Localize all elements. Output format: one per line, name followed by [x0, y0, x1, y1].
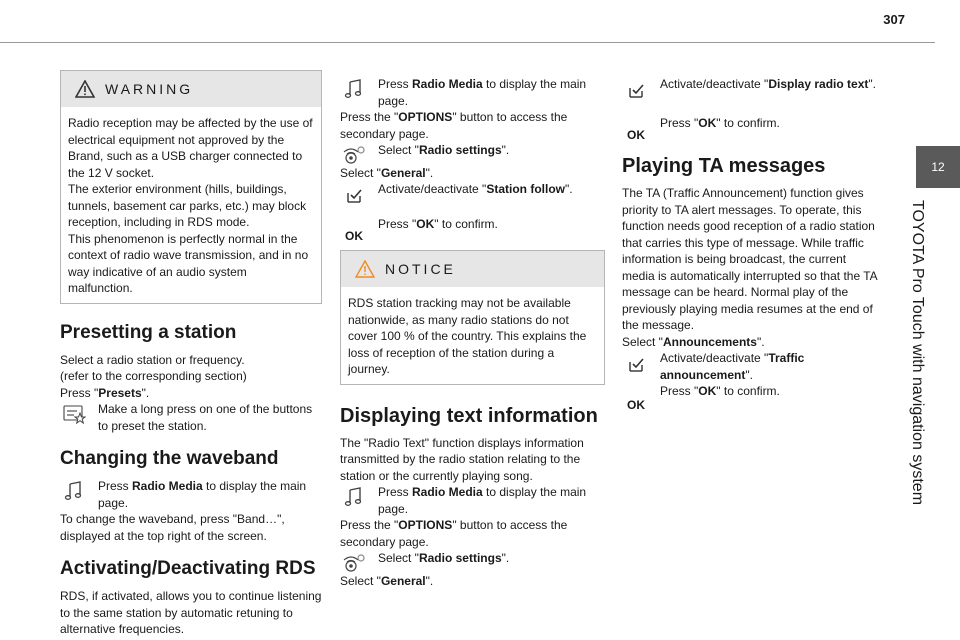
music-note-icon — [340, 486, 368, 508]
section-title-ta: Playing TA messages — [622, 155, 826, 177]
waveband-line: To change the waveband, press "Band…", displayed at the top right of the screen. — [60, 512, 285, 543]
presetting-line: Select a radio station or frequency. — [60, 352, 245, 367]
step: Activate/deactivate "Display radio text". — [622, 76, 880, 93]
step: Select "Radio settings". — [340, 550, 605, 567]
checkbox-icon — [622, 82, 650, 104]
waveband-step: Press Radio Media to display the main page. — [60, 478, 322, 511]
warning-label: WARNING — [105, 80, 194, 97]
rds-line: RDS, if activated, allows you to continue listening to the same station by automatic retuning to alternative frequencies. — [60, 589, 322, 636]
warning-paragraph: Radio reception may be affected by the use of electrical equipment not approved by the Brand, such as a USB charger connected to the 12 V socket. — [68, 116, 313, 180]
step: Press Radio Media to display the main page. — [340, 76, 605, 109]
warning-paragraph: This phenomenon is perfectly normal in the context of radio wave transmission, and in no way indicative of an audio system malfunction. — [68, 231, 309, 295]
notice-box — [340, 250, 605, 385]
step: Select "Radio settings". — [340, 142, 605, 159]
section-title-presetting: Presetting a station — [60, 321, 237, 343]
ok-icon: OK — [627, 398, 645, 412]
warning-body — [61, 107, 321, 297]
section-title-text-info: Displaying text information — [340, 404, 598, 427]
presetting-line: (refer to the corresponding section) — [60, 369, 247, 383]
step: Press Radio Media to display the main page. — [340, 484, 605, 517]
column-2 — [340, 76, 605, 589]
text-info-line: The "Radio Text" function displays information transmitted by the radio station relating to the station or the currently playing song. — [340, 435, 584, 483]
step: Activate/deactivate "Station follow". — [340, 181, 605, 198]
radio-settings-icon — [340, 552, 368, 574]
step: OK Press "OK" to confirm. — [622, 383, 880, 400]
ok-icon: OK — [627, 127, 645, 142]
checkbox-icon — [340, 187, 368, 209]
notice-body — [341, 287, 604, 378]
ta-line: The TA (Traffic Announcement) function gives priority to TA alert messages. To operate, this function needs good reception of a radio station that carries this type of message. While traffic information is being broadcast, the current media is automatically interrupted so that the TA message can be heard. Normal play of the previously playing media resumes at the end of the message. — [622, 186, 878, 332]
step: OK Press "OK" to confirm. — [340, 216, 605, 233]
warning-icon — [75, 80, 95, 98]
column-1 — [60, 70, 322, 638]
checkbox-icon — [622, 356, 650, 378]
step-line: Select "General". — [340, 165, 434, 180]
step-line: Select "General". — [340, 573, 434, 588]
section-title-waveband: Changing the waveband — [60, 448, 279, 469]
ok-icon: OK — [345, 228, 363, 243]
warning-header — [61, 71, 321, 107]
warning-box — [60, 70, 322, 304]
notice-icon — [355, 260, 375, 278]
section-title-rds: Activating/Deactivating RDS — [60, 558, 316, 579]
step: OK Press "OK" to confirm. — [622, 115, 880, 132]
chapter-tab: 12 — [916, 146, 960, 188]
notice-text: RDS station tracking may not be available nationwide, as many radio stations do not cover 100 % of the country. This explains the loss of reception of the station during a journey. — [348, 296, 587, 376]
notice-header — [341, 251, 604, 287]
notice-label: NOTICE — [385, 260, 456, 277]
header-rule — [0, 42, 935, 43]
ta-line: Select "Announcements". — [622, 334, 765, 349]
warning-paragraph: The exterior environment (hills, buildings, tunnels, basement car parks, etc.) may block reception, including in RDS mode. — [68, 182, 307, 229]
presetting-step: Make a long press on one of the buttons to preset the station. — [60, 401, 322, 434]
music-note-icon — [340, 78, 368, 100]
side-title — [898, 200, 926, 610]
step-line: Press the "OPTIONS" button to access the secondary page. — [340, 518, 568, 549]
step-line: Press the "OPTIONS" button to access the secondary page. — [340, 110, 568, 141]
page-number: 307 — [883, 12, 905, 27]
preset-star-icon — [60, 403, 88, 425]
step: Activate/deactivate "Traffic announcement". — [622, 350, 880, 383]
side-title-text: TOYOTA Pro Touch with navigation system — [909, 200, 926, 506]
radio-settings-icon — [340, 144, 368, 166]
music-note-icon — [60, 480, 88, 502]
presetting-line: Press "Presets". — [60, 385, 150, 400]
column-3 — [622, 76, 880, 412]
